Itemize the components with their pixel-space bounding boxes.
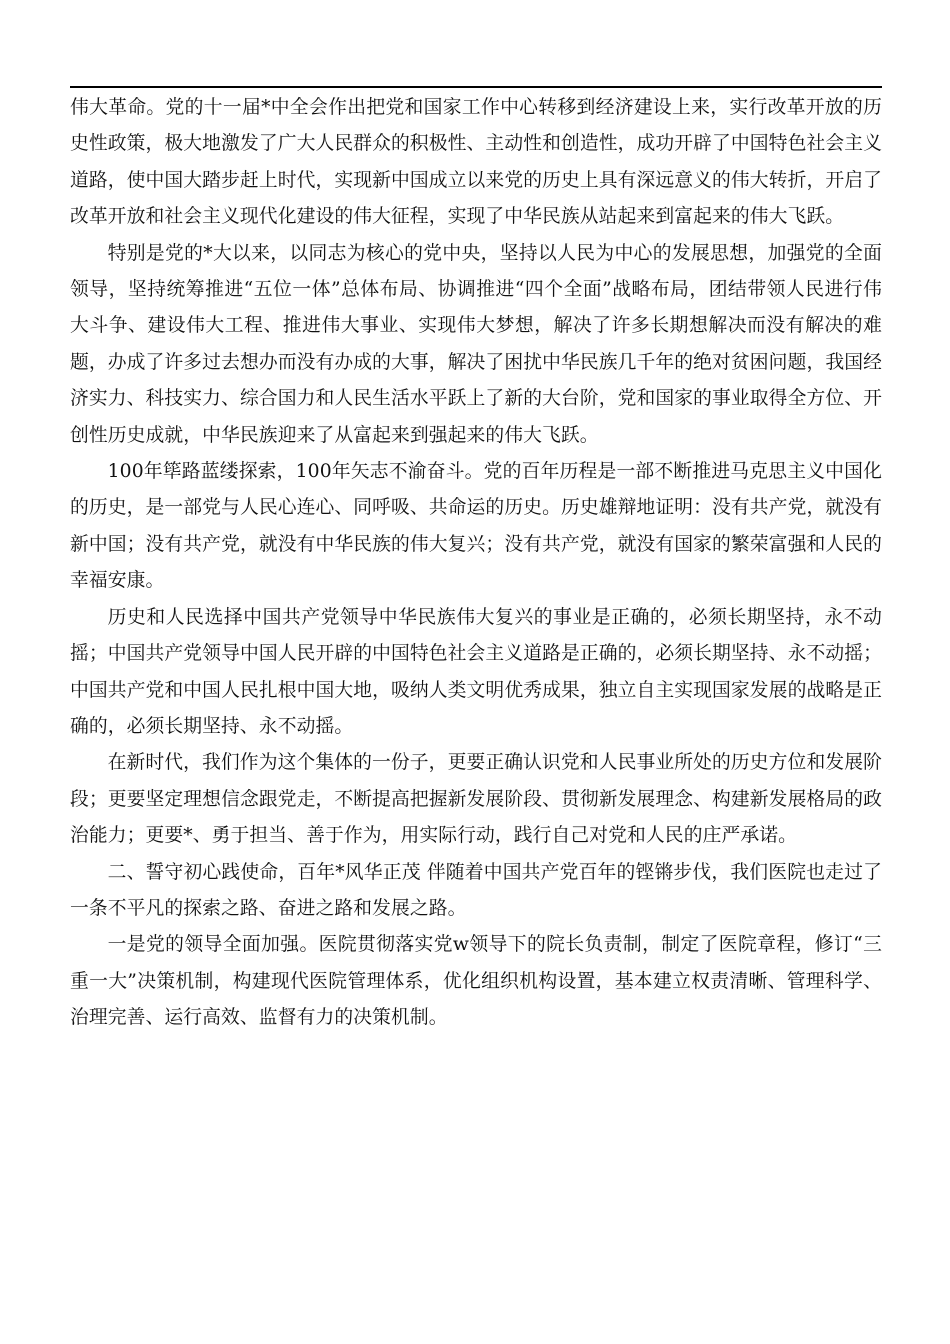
paragraph-7: 一是党的领导全面加强。医院贯彻落实党w领导下的院长负责制，制定了医院章程，修订“三重一大”决策机制，构建现代医院管理体系，优化组织机构设置，基本建立权责清晰、管理科学、治理完善、运行高效、监督有力的决策机制。 [70, 934, 882, 1029]
paragraph-5: 在新时代，我们作为这个集体的一份子，更要正确认识党和人民事业所处的历史方位和发展阶段；更要坚定理想信念跟党走，不断提高把握新发展阶段、贯彻新发展理念、构建新发展格局的政治能力；更要*、勇于担当、善于作为，用实际行动，践行自己对党和人民的庄严承诺。 [70, 752, 882, 847]
section-heading-paragraph: 二、誓守初心践使命，百年*风华正茂 伴随着中国共产党百年的铿锵步伐，我们医院也走过了一条不平凡的探索之路、奋进之路和发展之路。 [70, 861, 882, 919]
paragraph-3: 100年筚路蓝缕探索，100年矢志不渝奋斗。党的百年历程是一部不断推进马克思主义中国化的历史，是一部党与人民心连心、同呼吸、共命运的历史。历史雄辩地证明：没有共产党，就没有新中国；没有共产党，就没有中华民族的伟大复兴；没有共产党，就没有国家的繁荣富强和人民的幸福安康。 [70, 461, 882, 592]
header-rule [70, 86, 882, 88]
paragraph-2: 特别是党的*大以来，以同志为核心的党中央，坚持以人民为中心的发展思想，加强党的全面领导，坚持统筹推进“五位一体”总体布局、协调推进“四个全面”战略布局，团结带领人民进行伟大斗争、建设伟大工程、推进伟大事业、实现伟大梦想，解决了许多长期想解决而没有解决的难题，办成了许多过去想办而没有办成的大事，解决了困扰中华民族几千年的绝对贫困问题，我国经济实力、科技实力、综合国力和人民生活水平跃上了新的大台阶，党和国家的事业取得全方位、开创性历史成就，中华民族迎来了从富起来到强起来的伟大飞跃。 [70, 242, 882, 446]
paragraph-4: 历史和人民选择中国共产党领导中华民族伟大复兴的事业是正确的，必须长期坚持，永不动摇；中国共产党领导中国人民开辟的中国特色社会主义道路是正确的，必须长期坚持、永不动摇；中国共产党和中国人民扎根中国大地，吸纳人类文明优秀成果，独立自主实现国家发展的战略是正确的，必须长期坚持、永不动摇。 [70, 606, 882, 737]
document-body [70, 90, 882, 1037]
paragraph-1: 伟大革命。党的十一届*中全会作出把党和国家工作中心转移到经济建设上来，实行改革开放的历史性政策，极大地激发了广大人民群众的积极性、主动性和创造性，成功开辟了中国特色社会主义道路，使中国大踏步赶上时代，实现新中国成立以来党的历史上具有深远意义的伟大转折，开启了改革开放和社会主义现代化建设的伟大征程，实现了中华民族从站起来到富起来的伟大飞跃。 [70, 97, 882, 228]
